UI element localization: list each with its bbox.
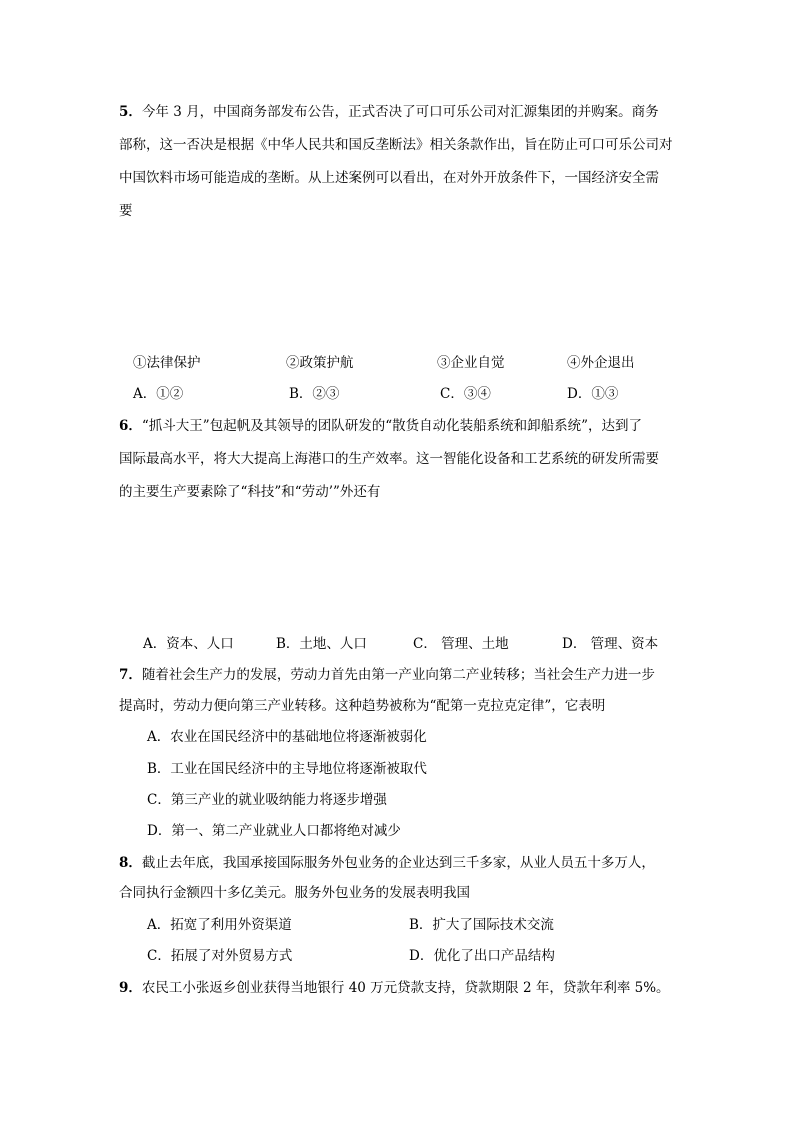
q5-option-b: B．②③ [289, 386, 340, 402]
q5-line-4: 要 [119, 203, 133, 219]
q5-item-1: ①法律保护 [133, 355, 201, 371]
q5-line-2: 部称，这一否决是根据《中华人民共和国反垄断法》相关条款作出，旨在防止可口可乐公司对 [119, 137, 673, 153]
q9-number: 9 [119, 980, 129, 996]
q6-line-1: 6．“抓斗大王”包起帆及其领导的团队研发的“散货自动化装船系统和卸船系统”，达到了 [119, 418, 643, 434]
q8-line-1: 8．截止去年底，我国承接国际服务外包业务的企业达到三千多家，从业人员五十多万人， [119, 855, 655, 871]
q5-number: 5 [119, 104, 129, 120]
q6-line-3: 的主要生产要素除了“科技”和“劳动’”外还有 [119, 484, 381, 500]
q5-line-1: 5．今年 3 月，中国商务部发布公告，正式否决了可口可乐公司对汇源集团的并购案。商务 [119, 104, 659, 120]
q7-line-1: 7．随着社会生产力的发展，劳动力首先由第一产业向第二产业转移；当社会生产力进一步 [119, 667, 655, 683]
q6-option-d: D． 管理、资本 [562, 636, 659, 652]
q9-line-1: 9．农民工小张返乡创业获得当地银行 40 万元贷款支持，贷款期限 2 年，贷款年利率 5%。 [119, 980, 670, 996]
q7-option-c: C．第三产业的就业吸纳能力将逐步增强 [147, 792, 387, 808]
q8-text-1: 截止去年底，我国承接国际服务外包业务的企业达到三千多家，从业人员五十多万人， [141, 855, 655, 871]
q5-item-3: ③企业自觉 [437, 355, 505, 371]
q6-option-a: A．资本、人口 [143, 636, 234, 652]
q7-text-1: 随着社会生产力的发展，劳动力首先由第一产业向第二产业转移；当社会生产力进一步 [141, 667, 655, 683]
q8-option-c: C．拓展了对外贸易方式 [147, 948, 293, 964]
q8-option-d: D．优化了出口产品结构 [409, 948, 555, 964]
q7-option-a: A．农业在国民经济中的基础地位将逐渐被弱化 [147, 729, 427, 745]
q5-line-3: 中国饮料市场可能造成的垄断。从上述案例可以看出，在对外开放条件下，一国经济安全需 [119, 170, 659, 186]
q6-text-1: “抓斗大王”包起帆及其领导的团队研发的“散货自动化装船系统和卸船系统”，达到了 [141, 418, 643, 434]
q5-item-4: ④外企退出 [567, 355, 635, 371]
q5-option-d: D．①③ [567, 386, 619, 402]
q6-number: 6 [119, 418, 129, 434]
q7-option-b: B．工业在国民经济中的主导地位将逐渐被取代 [147, 761, 427, 777]
q9-text-1: 农民工小张返乡创业获得当地银行 40 万元贷款支持，贷款期限 2 年，贷款年利率 5%。 [141, 980, 670, 996]
q7-line-2: 提高时，劳动力便向第三产业转移。这种趋势被称为“配第一克拉克定律”，它表明 [119, 698, 606, 714]
q5-option-a: A．①② [133, 386, 184, 402]
q8-line-2: 合同执行金额四十多亿美元。服务外包业务的发展表明我国 [119, 885, 470, 901]
q6-option-c: C． 管理、土地 [413, 636, 509, 652]
q7-option-d: D．第一、第二产业就业人口都将绝对减少 [147, 823, 401, 839]
q6-line-2: 国际最高水平，将大大提高上海港口的生产效率。这一智能化设备和工艺系统的研发所需要 [119, 451, 659, 467]
q6-option-b: B．土地、人口 [276, 636, 367, 652]
q7-number: 7 [119, 667, 129, 683]
q8-option-a: A．拓宽了利用外资渠道 [147, 917, 292, 933]
q8-option-b: B．扩大了国际技术交流 [409, 917, 554, 933]
q5-text-1: 今年 3 月，中国商务部发布公告，正式否决了可口可乐公司对汇源集团的并购案。商务 [141, 104, 659, 120]
q8-number: 8 [119, 855, 129, 871]
q5-option-c: C．③④ [440, 386, 491, 402]
q5-item-2: ②政策护航 [286, 355, 354, 371]
